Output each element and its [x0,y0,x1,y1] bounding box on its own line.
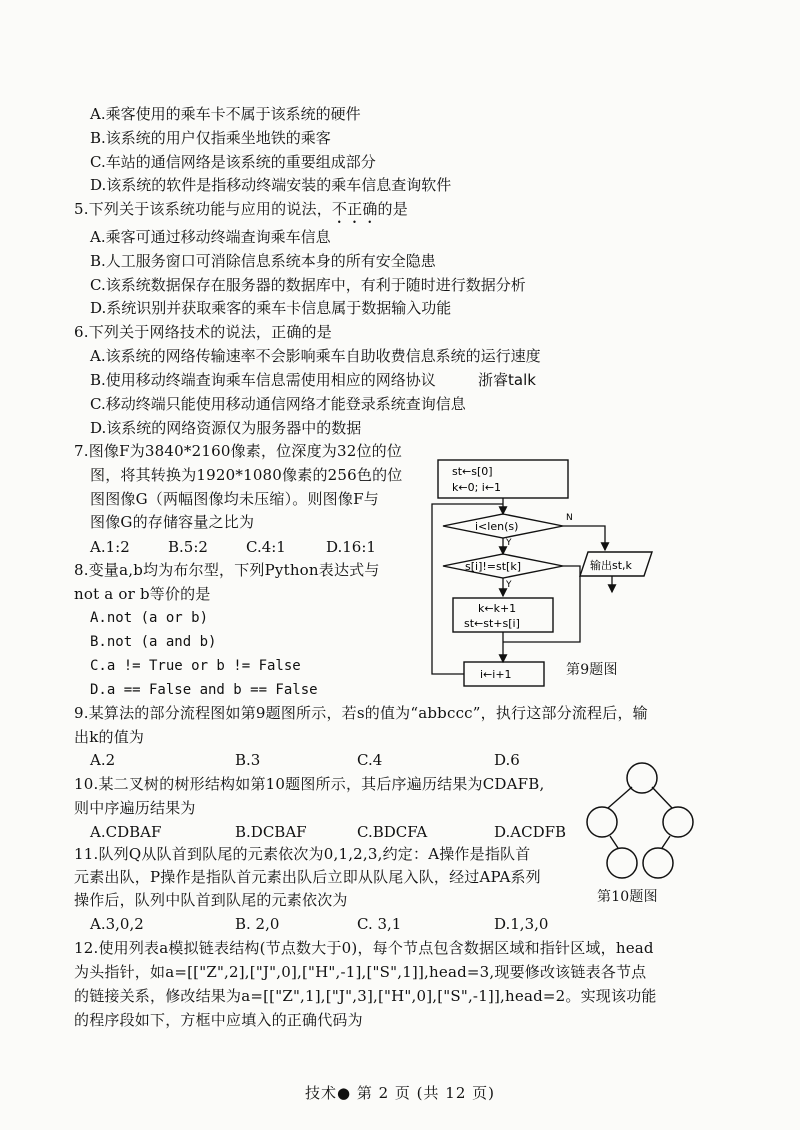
q10-stem-line-1: 10.某二叉树的树形结构如第10题图所示，其后序遍历结果为CDAFB, [74,775,545,793]
watermark-text: 浙睿talk [478,371,536,389]
q11-stem-line-1: 11.队列Q从队首到队尾的元素依次为0,1,2,3,约定：A操作是指队首 [74,845,531,863]
q9-option-a: A.2 [90,751,116,769]
fig9-caption: 第9题图 [566,662,618,678]
q6-stem: 6.下列关于网络技术的说法，正确的是 [74,323,332,341]
binary-tree-q10 [570,760,700,882]
q5-option-c: C.该系统数据保存在服务器的数据库中，有利于随时进行数据分析 [90,276,526,294]
q11-option-b: B. 2,0 [235,915,280,933]
q7-option-b: B.5:2 [168,538,208,556]
flow-cond2-text: s[i]!=st[k] [465,560,521,573]
q8-option-d: D.a == False and b == False [90,682,318,698]
flow-yes-label-1: Y [506,538,512,548]
q8-stem-line-2: not a or b等价的是 [74,585,211,603]
page-footer: 技术● 第 2 页 (共 12 页) [304,1084,496,1102]
flow-output-text: 输出st,k [590,559,632,572]
flow-inc-text: i←i+1 [480,668,512,681]
q12-stem-line-4: 的程序段如下，方框中应填入的正确代码为 [74,1011,363,1029]
fig10-caption: 第10题图 [597,889,658,905]
flowchart-q9 [420,452,670,692]
q10-stem-line-2: 则中序遍历结果为 [74,799,196,817]
tree-node-right-child [643,848,673,878]
q9-option-b: B.3 [235,751,261,769]
q6-option-b: B.使用移动终端查询乘车信息需使用相应的网络协议 [90,371,436,389]
flow-cond1-text: i<len(s) [475,520,519,533]
q5-option-a: A.乘客可通过移动终端查询乘车信息 [90,228,331,246]
tree-node-root [627,763,657,793]
q10-option-c: C.BDCFA [357,823,428,841]
q5-option-d: D.系统识别并获取乘客的乘车卡信息属于数据输入功能 [90,299,452,317]
q8-option-c: C.a != True or b != False [90,658,301,674]
q10-option-d: D.ACDFB [494,823,567,841]
q9-stem-line-2: 出k的值为 [74,728,145,746]
flow-init-line-1: st←s[0] [452,465,493,478]
q8-option-a: A.not (a or b) [90,610,209,626]
q11-stem-line-3: 操作后，队列中队首到队尾的元素依次为 [74,891,348,909]
q7-option-c: C.4:1 [246,538,286,556]
q7-stem-line-1: 7.图像F为3840*2160像素，位深度为32位的位 [74,442,403,460]
tree-node-left-child [607,848,637,878]
q6-option-a: A.该系统的网络传输速率不会影响乘车自助收费信息系统的运行速度 [90,347,541,365]
q10-option-b: B.DCBAF [235,823,307,841]
q4-option-d: D.该系统的软件是指移动终端安装的乘车信息查询软件 [90,176,452,194]
q12-stem-line-3: 的链接关系，修改结果为a=[["Z",1],["J",3],["H",0],["S",-1]],head=2。实现该功能 [74,987,657,1005]
q11-option-c: C. 3,1 [357,915,402,933]
q7-option-d: D.16:1 [326,538,376,556]
q11-stem-line-2: 元素出队，P操作是指队首元素出队后立即从队尾入队，经过APA系列 [74,868,541,886]
q11-option-d: D.1,3,0 [494,915,549,933]
flow-init-line-2: k←0; i←1 [452,481,502,494]
q9-stem-line-1: 9.某算法的部分流程图如第9题图所示，若s的值为“abbccc”，执行这部分流程后，输 [74,704,648,722]
q7-option-a: A.1:2 [90,538,130,556]
q5-option-b: B.人工服务窗口可消除信息系统本身的所有安全隐患 [90,252,436,270]
flow-yes-label-2: Y [506,580,512,590]
q8-option-b: B.not (a and b) [90,634,217,650]
q10-option-a: A.CDBAF [90,823,162,841]
q6-option-c: C.移动终端只能使用移动通信网络才能登录系统查询信息 [90,395,466,413]
q8-stem-line-1: 8.变量a,b均为布尔型，下列Python表达式与 [74,561,380,579]
q7-stem-line-2: 图，将其转换为1920*1080像素的256色的位 [90,466,403,484]
q7-stem-line-4: 图像G的存储容量之比为 [90,513,255,531]
q5-stem: 5.下列关于该系统功能与应用的说法，不正确的是 [74,200,408,218]
q12-stem-line-2: 为头指针，如a=[["Z",2],["J",0],["H",-1],["S",1]],head=3,现要修改该链表各节点 [74,963,647,981]
tree-node-right [663,807,693,837]
q7-stem-line-3: 图图像G（两幅图像均未压缩）。则图像F与 [90,490,379,508]
q4-option-a: A.乘客使用的乘车卡不属于该系统的硬件 [90,105,361,123]
q11-option-a: A.3,0,2 [90,915,144,933]
q4-option-b: B.该系统的用户仅指乘坐地铁的乘客 [90,129,331,147]
tree-node-left [587,807,617,837]
q5-emphasis: 不正确 [331,200,378,218]
flow-no-label: N [566,513,573,523]
q9-option-c: C.4 [357,751,383,769]
q12-stem-line-1: 12.使用列表a模拟链表结构(节点数大于0)，每个节点包含数据区域和指针区域，head [74,939,654,957]
q6-option-d: D.该系统的网络资源仅为服务器中的数据 [90,419,362,437]
flow-proc-line-2: st←st+s[i] [464,617,520,630]
q4-option-c: C.车站的通信网络是该系统的重要组成部分 [90,153,376,171]
q9-option-d: D.6 [494,751,520,769]
flow-proc-line-1: k←k+1 [478,602,517,615]
